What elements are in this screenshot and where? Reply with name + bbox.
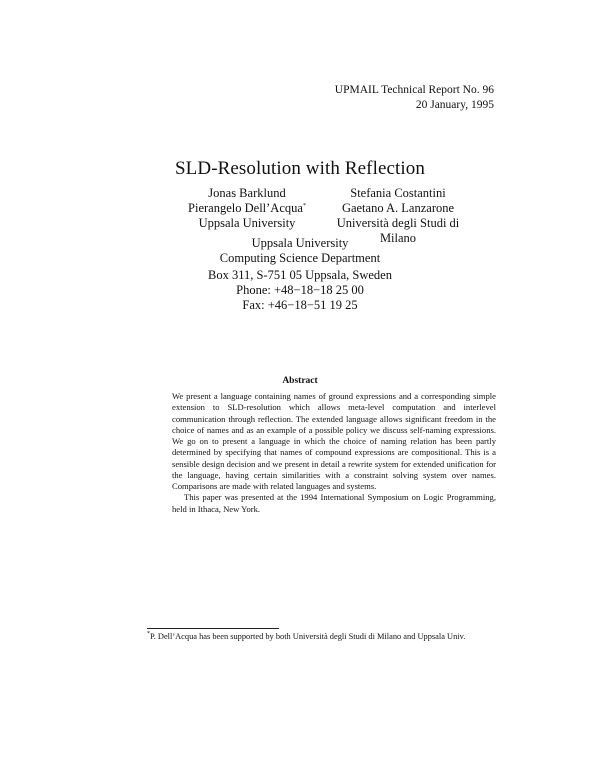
footnote-text: P. Dell’Acqua has been supported by both Università degli Studi di Milano and Uppsala Univ. (150, 632, 466, 641)
abstract-paragraph: We present a language containing names of ground expressions and a corresponding simple extension to SLD-resolution which allows meta-level computation and interlevel communication through reflection. The extended language allows significant freedom in the choice of names and as an example of a possible policy we discuss self-naming expressions. We go on to present a language in which the choice of naming relation has been partly determined by specifying that names of compound expressions are compositional. This is a sensible design decision and we present in detail a rewrite system for extended unification for the language, having certain similarities with a constraint solving system over names. Comparisons are made with related languages and systems. (172, 391, 496, 491)
author-name: Stefania Costantini (350, 186, 446, 200)
abstract-body (172, 391, 496, 515)
abstract-heading: Abstract (282, 376, 318, 386)
paper-title: SLD-Resolution with Reflection (175, 158, 425, 179)
fax-number: Fax: +46−18−51 19 25 (242, 298, 358, 312)
report-number: UPMAIL Technical Report No. 96 (334, 84, 494, 96)
report-date: 20 January, 1995 (415, 99, 494, 111)
footnote (147, 631, 499, 642)
authors-left (172, 186, 322, 231)
affiliation: Università degli Studi di Milano (336, 216, 460, 245)
department-block (0, 236, 600, 266)
department-name: Computing Science Department (219, 251, 381, 265)
abstract-paragraph: This paper was presented at the 1994 International Symposium on Logic Programming, held in Ithaca, New York. (172, 492, 496, 514)
postal-address: Box 311, S-751 05 Uppsala, Sweden (208, 268, 392, 282)
address-block (0, 268, 600, 313)
author-name: Jonas Barklund (208, 186, 286, 200)
footnote-marker: * (302, 202, 306, 209)
footnote-mark: * (147, 631, 150, 638)
author-name: Gaetano A. Lanzarone (341, 201, 455, 215)
affiliation: Uppsala University (198, 216, 296, 230)
author-name-with-footnote: Pierangelo Dell’Acqua* (188, 201, 306, 215)
footnote-rule (147, 628, 279, 629)
university-name: Uppsala University (251, 236, 349, 250)
phone-number: Phone: +48−18−18 25 00 (236, 283, 364, 297)
